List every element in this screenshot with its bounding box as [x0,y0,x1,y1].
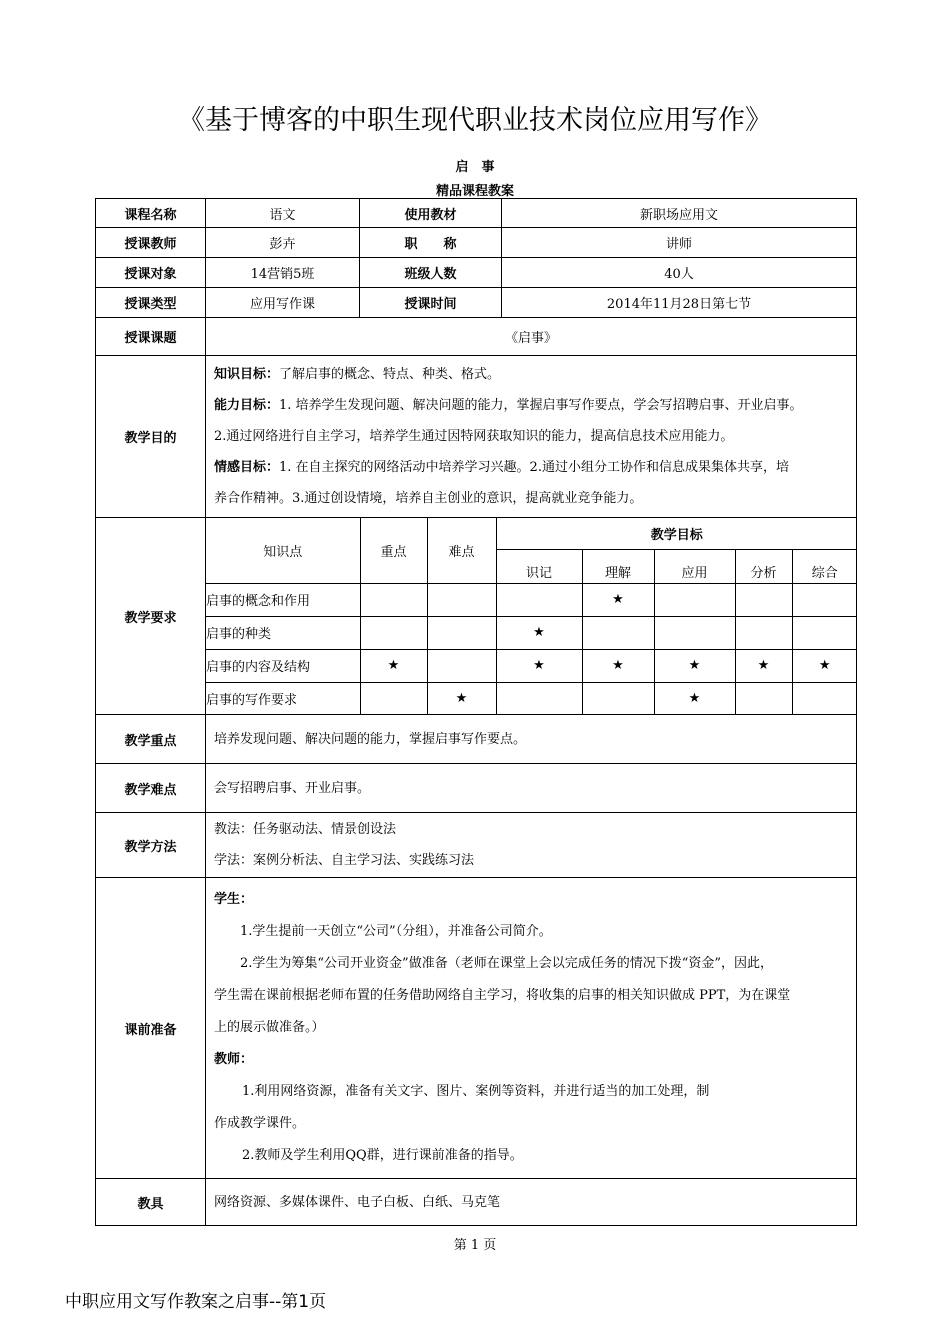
page-number: 第 1 页 [453,1238,497,1253]
class-size-value: 40人 [502,258,857,288]
requirements-cell [206,518,857,715]
star-mark: ★ [496,649,582,682]
star-mark [654,583,735,616]
methods-content [206,813,857,878]
row-type [96,288,857,318]
teacher-prep-1: 1.利用网络资源，准备有关文字、图片、案例等资料，并进行适当的加工处理，制 [242,1084,710,1099]
star-mark [360,682,427,714]
knowledge-point: 启事的内容及结构 [206,649,360,682]
teacher-value: 彭卉 [206,228,360,258]
star-mark [496,583,582,616]
subtitle-notice: 启 事 [455,160,495,175]
emotion-goal-label: 情感目标： [214,460,280,475]
star-mark [582,682,654,714]
star-mark [735,616,792,649]
ability-goal-text-2: 2.通过网络进行自主学习，培养学生通过因特网获取知识的能力，提高信息技术应用能力。 [214,429,734,444]
teaching-method: 教法：任务驱动法、情景创设法 [214,822,397,837]
row-target [96,258,857,288]
star-mark [792,616,857,649]
star-mark: ★ [735,649,792,682]
time-value: 2014年11月28日第七节 [502,288,857,318]
job-title-value: 讲师 [502,228,857,258]
star-mark: ★ [654,649,735,682]
requirement-row [206,649,857,682]
textbook-label: 使用教材 [360,199,502,228]
teacher-prep-2: 2.教师及学生利用QQ群，进行课前准备的指导。 [242,1148,523,1163]
student-label: 学生： [214,892,254,907]
target-value: 14营销5班 [206,258,360,288]
teacher-prep-label: 教师： [214,1052,254,1067]
requirement-row [206,616,857,649]
textbook-value: 新职场应用文 [502,199,857,228]
row-requirements [96,518,857,715]
knowledge-point: 启事的种类 [206,616,360,649]
teaching-goals-header: 教学目标 [496,518,857,549]
ability-goal-label: 能力目标： [214,398,280,413]
level-header: 识记 [496,549,582,583]
document-footer: 中职应用文写作教案之启事--第1页 [65,1292,327,1312]
star-mark [654,616,735,649]
row-tools [96,1179,857,1226]
emotion-goal-text: 1. 在自主探究的网络活动中培养学习兴趣。2.通过小组分工协作和信息成果集体共享，培 [279,460,789,475]
time-label: 授课时间 [360,288,502,318]
objectives-label: 教学目的 [96,356,206,518]
row-objectives [96,356,857,518]
course-name-label: 课程名称 [96,199,206,228]
requirements-label: 教学要求 [96,518,206,715]
star-mark [735,583,792,616]
tools-label: 教具 [96,1179,206,1226]
ability-goal-text: 1. 培养学生发现问题、解决问题的能力，掌握启事写作要点，学会写招聘启事、开业启事。 [279,398,803,413]
knowledge-goal-label: 知识目标： [214,367,280,382]
requirement-row [206,682,857,714]
row-key-points [96,715,857,764]
star-mark [792,583,857,616]
knowledge-point: 启事的写作要求 [206,682,360,714]
difficulty-header: 难点 [427,518,496,583]
requirements-table [206,518,857,714]
knowledge-goal-text: 了解启事的概念、特点、种类、格式。 [279,367,501,382]
difficulties-label: 教学难点 [96,764,206,813]
objectives-content [206,356,857,518]
star-mark: ★ [360,649,427,682]
level-header: 应用 [654,549,735,583]
difficulties-text: 会写招聘启事、开业启事。 [206,764,857,813]
star-mark [427,583,496,616]
star-mark [496,682,582,714]
star-mark: ★ [496,616,582,649]
class-size-label: 班级人数 [360,258,502,288]
star-mark: ★ [582,649,654,682]
star-mark [360,583,427,616]
student-prep-2-end: 上的展示做准备。） [214,1020,325,1035]
star-mark [792,682,857,714]
preparation-content [206,878,857,1179]
star-mark: ★ [427,682,496,714]
star-mark: ★ [654,682,735,714]
student-prep-1: 1.学生提前一天创立“公司”（分组），并准备公司简介。 [240,924,552,939]
topic-value: 《启事》 [206,318,857,356]
student-prep-2: 2.学生为筹集“公司开业资金”做准备（老师在课堂上会以完成任务的情况下拨“资金”，因此， [240,956,773,971]
document-title: 《基于博客的中职生现代职业技术岗位应用写作》 [178,105,772,136]
student-prep-2-cont: 学生需在课前根据老师布置的任务借助网络自主学习，将收集的启事的相关知识做成 PPT，为在课堂 [214,988,791,1003]
subtitle-lesson-plan: 精品课程教案 [435,184,514,199]
knowledge-point-header: 知识点 [206,518,360,583]
teacher-prep-1-cont: 作成教学课件。 [214,1116,306,1131]
row-course-name [96,199,857,228]
key-header: 重点 [360,518,427,583]
star-mark [582,616,654,649]
preparation-label: 课前准备 [96,878,206,1179]
type-label: 授课类型 [96,288,206,318]
key-points-text: 培养发现问题、解决问题的能力，掌握启事写作要点。 [206,715,857,764]
key-points-label: 教学重点 [96,715,206,764]
star-mark [427,649,496,682]
star-mark [735,682,792,714]
job-title-label: 职 称 [360,228,502,258]
star-mark: ★ [582,583,654,616]
star-mark [427,616,496,649]
level-header: 综合 [792,549,857,583]
lesson-plan-table [95,198,857,1226]
target-label: 授课对象 [96,258,206,288]
methods-label: 教学方法 [96,813,206,878]
star-mark: ★ [792,649,857,682]
type-value: 应用写作课 [206,288,360,318]
row-topic [96,318,857,356]
level-header: 理解 [582,549,654,583]
row-difficulties [96,764,857,813]
row-preparation [96,878,857,1179]
topic-label: 授课课题 [96,318,206,356]
emotion-goal-text-2: 养合作精神。3.通过创设情境，培养自主创业的意识，提高就业竞争能力。 [214,491,643,506]
course-name-value: 语文 [206,199,360,228]
learning-method: 学法：案例分析法、自主学习法、实践练习法 [214,853,475,868]
row-teacher [96,228,857,258]
knowledge-point: 启事的概念和作用 [206,583,360,616]
teacher-label: 授课教师 [96,228,206,258]
tools-text: 网络资源、多媒体课件、电子白板、白纸、马克笔 [206,1179,857,1226]
level-header: 分析 [735,549,792,583]
star-mark [360,616,427,649]
row-methods [96,813,857,878]
requirement-row [206,583,857,616]
